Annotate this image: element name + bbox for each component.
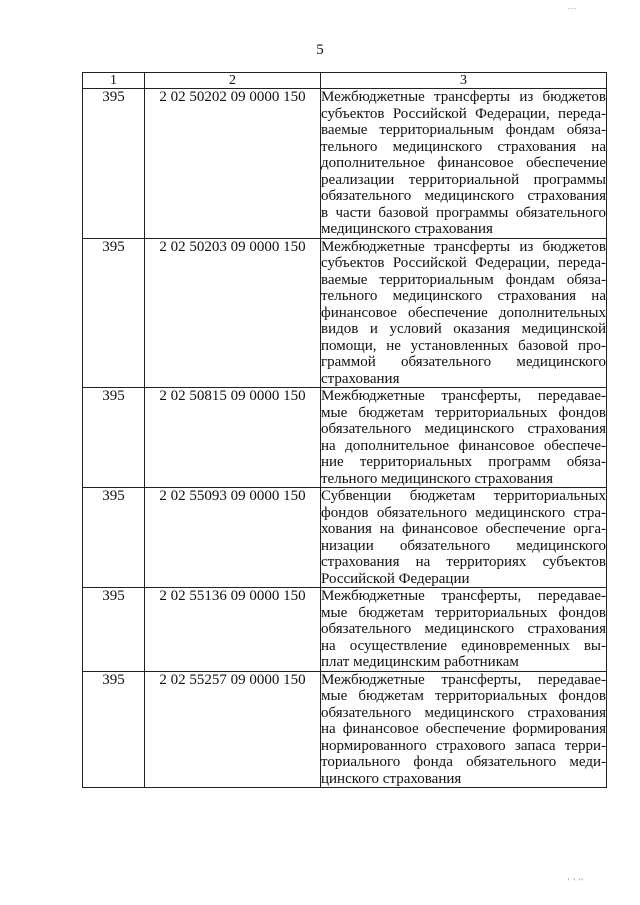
table-body xyxy=(83,73,607,788)
admin-code-cell: 395 xyxy=(83,89,145,239)
description-line: на дополнительное финансовое обеспече- xyxy=(321,437,606,454)
description-cell xyxy=(321,588,607,672)
description-cell xyxy=(321,388,607,488)
description-line: тельного медицинского страхования xyxy=(321,470,553,487)
description-line: нормированного страхового запаса терри- xyxy=(321,737,606,754)
description-line: финансовое обеспечение дополнительных xyxy=(321,304,606,321)
admin-code-cell: 395 xyxy=(83,238,145,388)
description-line: Межбюджетные трансферты из бюджетов xyxy=(321,238,606,255)
admin-code-cell: 395 xyxy=(83,388,145,488)
description-line: обязательного медицинского страхования xyxy=(321,421,606,437)
table-row xyxy=(83,89,607,239)
admin-code-cell: 395 xyxy=(83,588,145,672)
page-number: 5 xyxy=(316,42,324,58)
description-cell xyxy=(321,238,607,388)
description-line: субъектов Российской Федерации, переда- xyxy=(321,255,606,271)
table-row xyxy=(83,488,607,588)
column-header-3: 3 xyxy=(321,73,607,89)
description-line: субъектов Российской Федерации, переда- xyxy=(321,105,606,122)
description-line: Межбюджетные трансферты из бюджетов xyxy=(321,89,606,105)
description-line: цинского страхования xyxy=(321,770,462,787)
description-line: Межбюджетные трансферты, передавае- xyxy=(321,671,606,688)
corner-mark-bottom: ' ' '' xyxy=(568,877,584,886)
description-line: граммой обязательного медицинского xyxy=(321,354,606,370)
description-line: обязательного медицинского страхования xyxy=(321,704,606,721)
column-header-1: 1 xyxy=(83,73,145,89)
description-line: Межбюджетные трансферты, передавае- xyxy=(321,588,606,604)
description-line: мые бюджетам территориальных фондов xyxy=(321,404,606,421)
description-line: в части базовой программы обязательного xyxy=(321,204,606,221)
description-line: ториального фонда обязательного меди- xyxy=(321,754,606,770)
description-line: реализации территориальной программы xyxy=(321,171,606,188)
description-line: страхования на территориях субъектов xyxy=(321,554,606,570)
description-line: низации обязательного медицинского xyxy=(321,537,606,554)
description-line: помощи, не установленных базовой про- xyxy=(321,337,606,354)
description-cell xyxy=(321,89,607,239)
description-line: ваемые территориальным фондам обяза- xyxy=(321,122,606,138)
description-line: на финансовое обеспечение формирования xyxy=(321,721,606,737)
description-line: на осуществление единовременных вы- xyxy=(321,637,606,654)
table-row xyxy=(83,671,607,788)
table-row xyxy=(83,388,607,488)
admin-code-cell: 395 xyxy=(83,671,145,788)
description-line: ние территориальных программ обяза- xyxy=(321,454,606,470)
description-line: обязательного медицинского страхования xyxy=(321,621,606,637)
income-code-cell: 2 02 55093 09 0000 150 xyxy=(145,488,321,588)
description-line: тельного медицинского страхования на xyxy=(321,288,606,304)
description-line: мые бюджетам территориальных фондов xyxy=(321,604,606,621)
table-row xyxy=(83,588,607,672)
description-line: Российской Федерации xyxy=(321,570,470,587)
description-cell xyxy=(321,671,607,788)
description-line: ваемые территориальным фондам обяза- xyxy=(321,271,606,288)
description-line: Субвенции бюджетам территориальных xyxy=(321,488,606,504)
column-header-2: 2 xyxy=(145,73,321,89)
description-line: страхования xyxy=(321,370,400,387)
description-line: хования на финансовое обеспечение орга- xyxy=(321,521,606,537)
description-line: видов и условий оказания медицинской xyxy=(321,321,606,337)
budget-codes-table xyxy=(82,72,607,788)
description-line: медицинского страхования xyxy=(321,221,493,237)
income-code-cell: 2 02 55136 09 0000 150 xyxy=(145,588,321,672)
income-code-cell: 2 02 50202 09 0000 150 xyxy=(145,89,321,239)
description-line: фондов обязательного медицинского стра- xyxy=(321,504,606,521)
income-code-cell: 2 02 55257 09 0000 150 xyxy=(145,671,321,788)
description-line: тельного медицинского страхования на xyxy=(321,138,606,155)
description-line: мые бюджетам территориальных фондов xyxy=(321,688,606,704)
income-code-cell: 2 02 50203 09 0000 150 xyxy=(145,238,321,388)
column-number-header-row xyxy=(83,73,607,89)
description-line: обязательного медицинского страхования xyxy=(321,188,606,204)
corner-mark-top: ... xyxy=(568,2,577,11)
description-line: дополнительное финансовое обеспечение xyxy=(321,155,606,171)
income-code-cell: 2 02 50815 09 0000 150 xyxy=(145,388,321,488)
admin-code-cell: 395 xyxy=(83,488,145,588)
description-line: плат медицинским работникам xyxy=(321,654,519,670)
description-cell xyxy=(321,488,607,588)
table-row xyxy=(83,238,607,388)
description-line: Межбюджетные трансферты, передавае- xyxy=(321,388,606,404)
